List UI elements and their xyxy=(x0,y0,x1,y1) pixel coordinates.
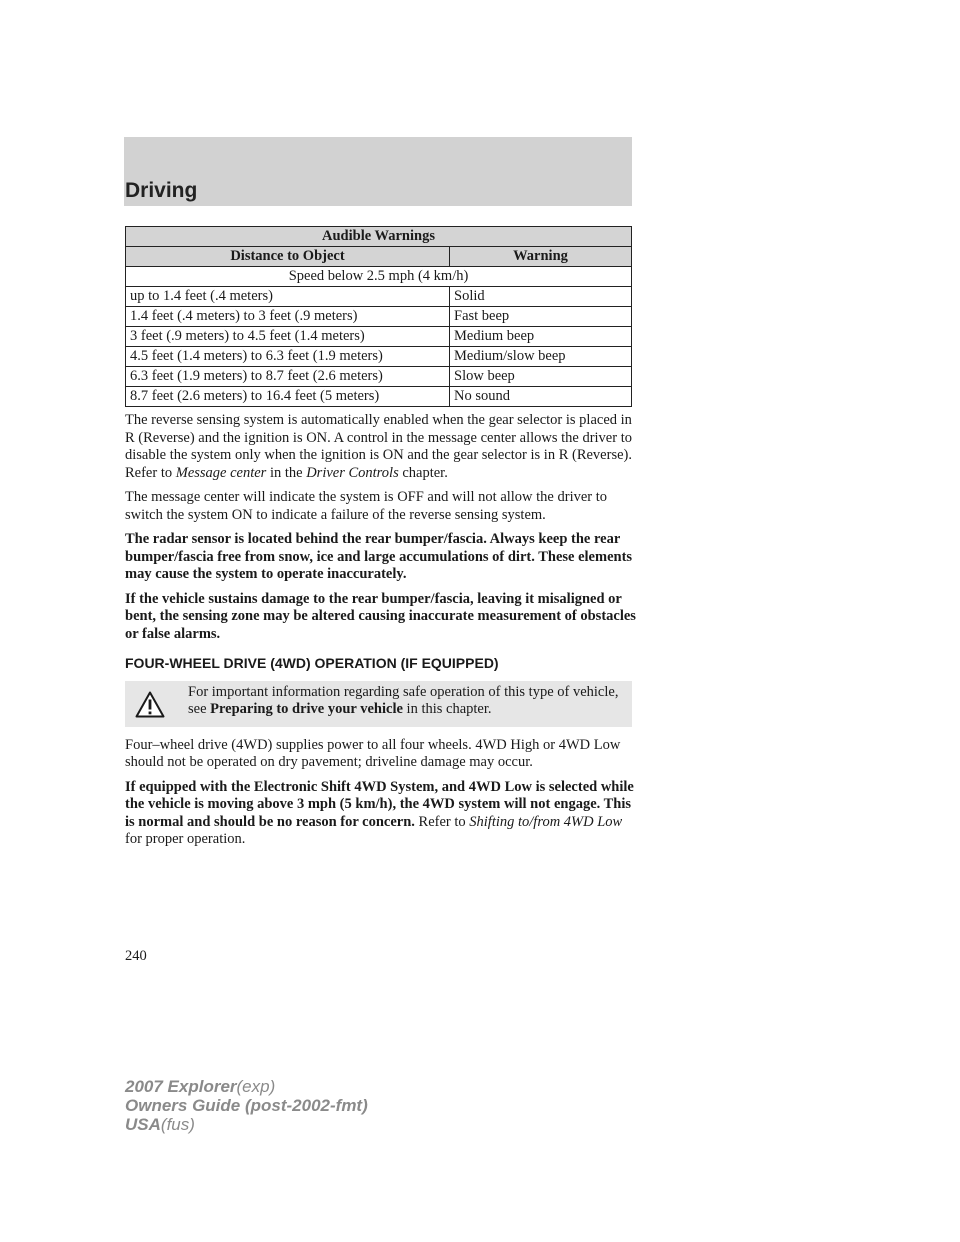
cross-reference-shifting: Shifting to/from 4WD Low xyxy=(469,813,623,830)
warning-text: For important information regarding safe operation of this type of vehicle, see Preparing to drive your vehicle in this chapter. xyxy=(188,683,619,717)
warning-box xyxy=(125,681,632,727)
table-cell-warning: Medium/slow beep xyxy=(450,347,632,367)
audible-warnings-table xyxy=(125,226,632,407)
paragraph-radar-sensor: The radar sensor is located behind the rear bumper/fascia. Always keep the rear bumper/fascia free from snow, ice and large accumulations of dirt. These elements may cause the system to operate inaccurately. xyxy=(125,531,633,582)
table-cell-warning: Fast beep xyxy=(450,307,632,327)
table-condition-row: Speed below 2.5 mph (4 km/h) xyxy=(126,267,632,287)
table-cell-distance: 6.3 feet (1.9 meters) to 8.7 feet (2.6 meters) xyxy=(126,367,450,387)
cross-reference-message-center: Message center xyxy=(175,464,267,481)
table-cell-distance: 1.4 feet (.4 meters) to 3 feet (.9 meters) xyxy=(126,307,450,327)
cross-reference-preparing: Preparing to drive your vehicle xyxy=(210,701,403,717)
table-row xyxy=(126,387,632,407)
table-cell-distance: 4.5 feet (1.4 meters) to 6.3 feet (1.9 meters) xyxy=(126,347,450,367)
footer-line-1: 2007 Explorer(exp) xyxy=(125,1077,276,1096)
paragraph-message-center: The message center will indicate the system is OFF and will not allow the driver to switch the system ON to indicate a failure of the reverse sensing system. xyxy=(125,489,608,523)
table-cell-warning: Medium beep xyxy=(450,327,632,347)
table-cell-distance: up to 1.4 feet (.4 meters) xyxy=(126,287,450,307)
table-row xyxy=(126,287,632,307)
table-row xyxy=(126,367,632,387)
paragraph-bumper-damage: If the vehicle sustains damage to the rear bumper/fascia, leaving it misaligned or bent, the sensing zone may be altered causing inaccurate measurement of obstacles or false alarms. xyxy=(125,590,636,642)
document-footer xyxy=(125,1077,368,1134)
footer-line-3: USA(fus) xyxy=(125,1115,195,1134)
table-cell-warning: Solid xyxy=(450,287,632,307)
footer-line-2: Owners Guide (post-2002-fmt) xyxy=(125,1096,368,1115)
section-title: Driving xyxy=(125,179,198,202)
table-row xyxy=(126,307,632,327)
table-cell-distance: 3 feet (.9 meters) to 4.5 feet (1.4 meters) xyxy=(126,327,450,347)
cross-reference-driver-controls: Driver Controls xyxy=(306,464,399,481)
table-cell-warning: Slow beep xyxy=(450,367,632,387)
table-row xyxy=(126,347,632,367)
column-header-distance: Distance to Object xyxy=(126,247,450,267)
table-cell-distance: 8.7 feet (2.6 meters) to 16.4 feet (5 meters) xyxy=(126,387,450,407)
table-row xyxy=(126,327,632,347)
table-cell-warning: No sound xyxy=(450,387,632,407)
column-header-warning: Warning xyxy=(450,247,632,267)
paragraph-electronic-shift: If equipped with the Electronic Shift 4WD System, and 4WD Low is selected while the vehicle is moving above 3 mph (5 km/h), the 4WD system will not engage. This is normal and should be no reason for concern. Refer to Shifting to/from 4WD Low for proper operation. xyxy=(125,778,634,847)
paragraph-4wd-power: Four–wheel drive (4WD) supplies power to all four wheels. 4WD High or 4WD Low should not be operated on dry pavement; driveline damage may occur. xyxy=(125,736,621,770)
page-number: 240 xyxy=(125,948,147,964)
paragraph-reverse-sensing: The reverse sensing system is automatically enabled when the gear selector is placed in R (Reverse) and the ignition is ON. A control in the message center allows the driver to disable the system only when the ignition is ON and the gear selector is in R (Reverse). Refer to Message center in the Driver Controls chapter. xyxy=(125,412,632,481)
body-text xyxy=(125,412,637,856)
table-title: Audible Warnings xyxy=(126,227,632,247)
section-heading-4wd: FOUR-WHEEL DRIVE (4WD) OPERATION (IF EQUIPPED) xyxy=(125,655,499,671)
header-band xyxy=(124,137,632,206)
warning-triangle-icon xyxy=(135,691,165,718)
